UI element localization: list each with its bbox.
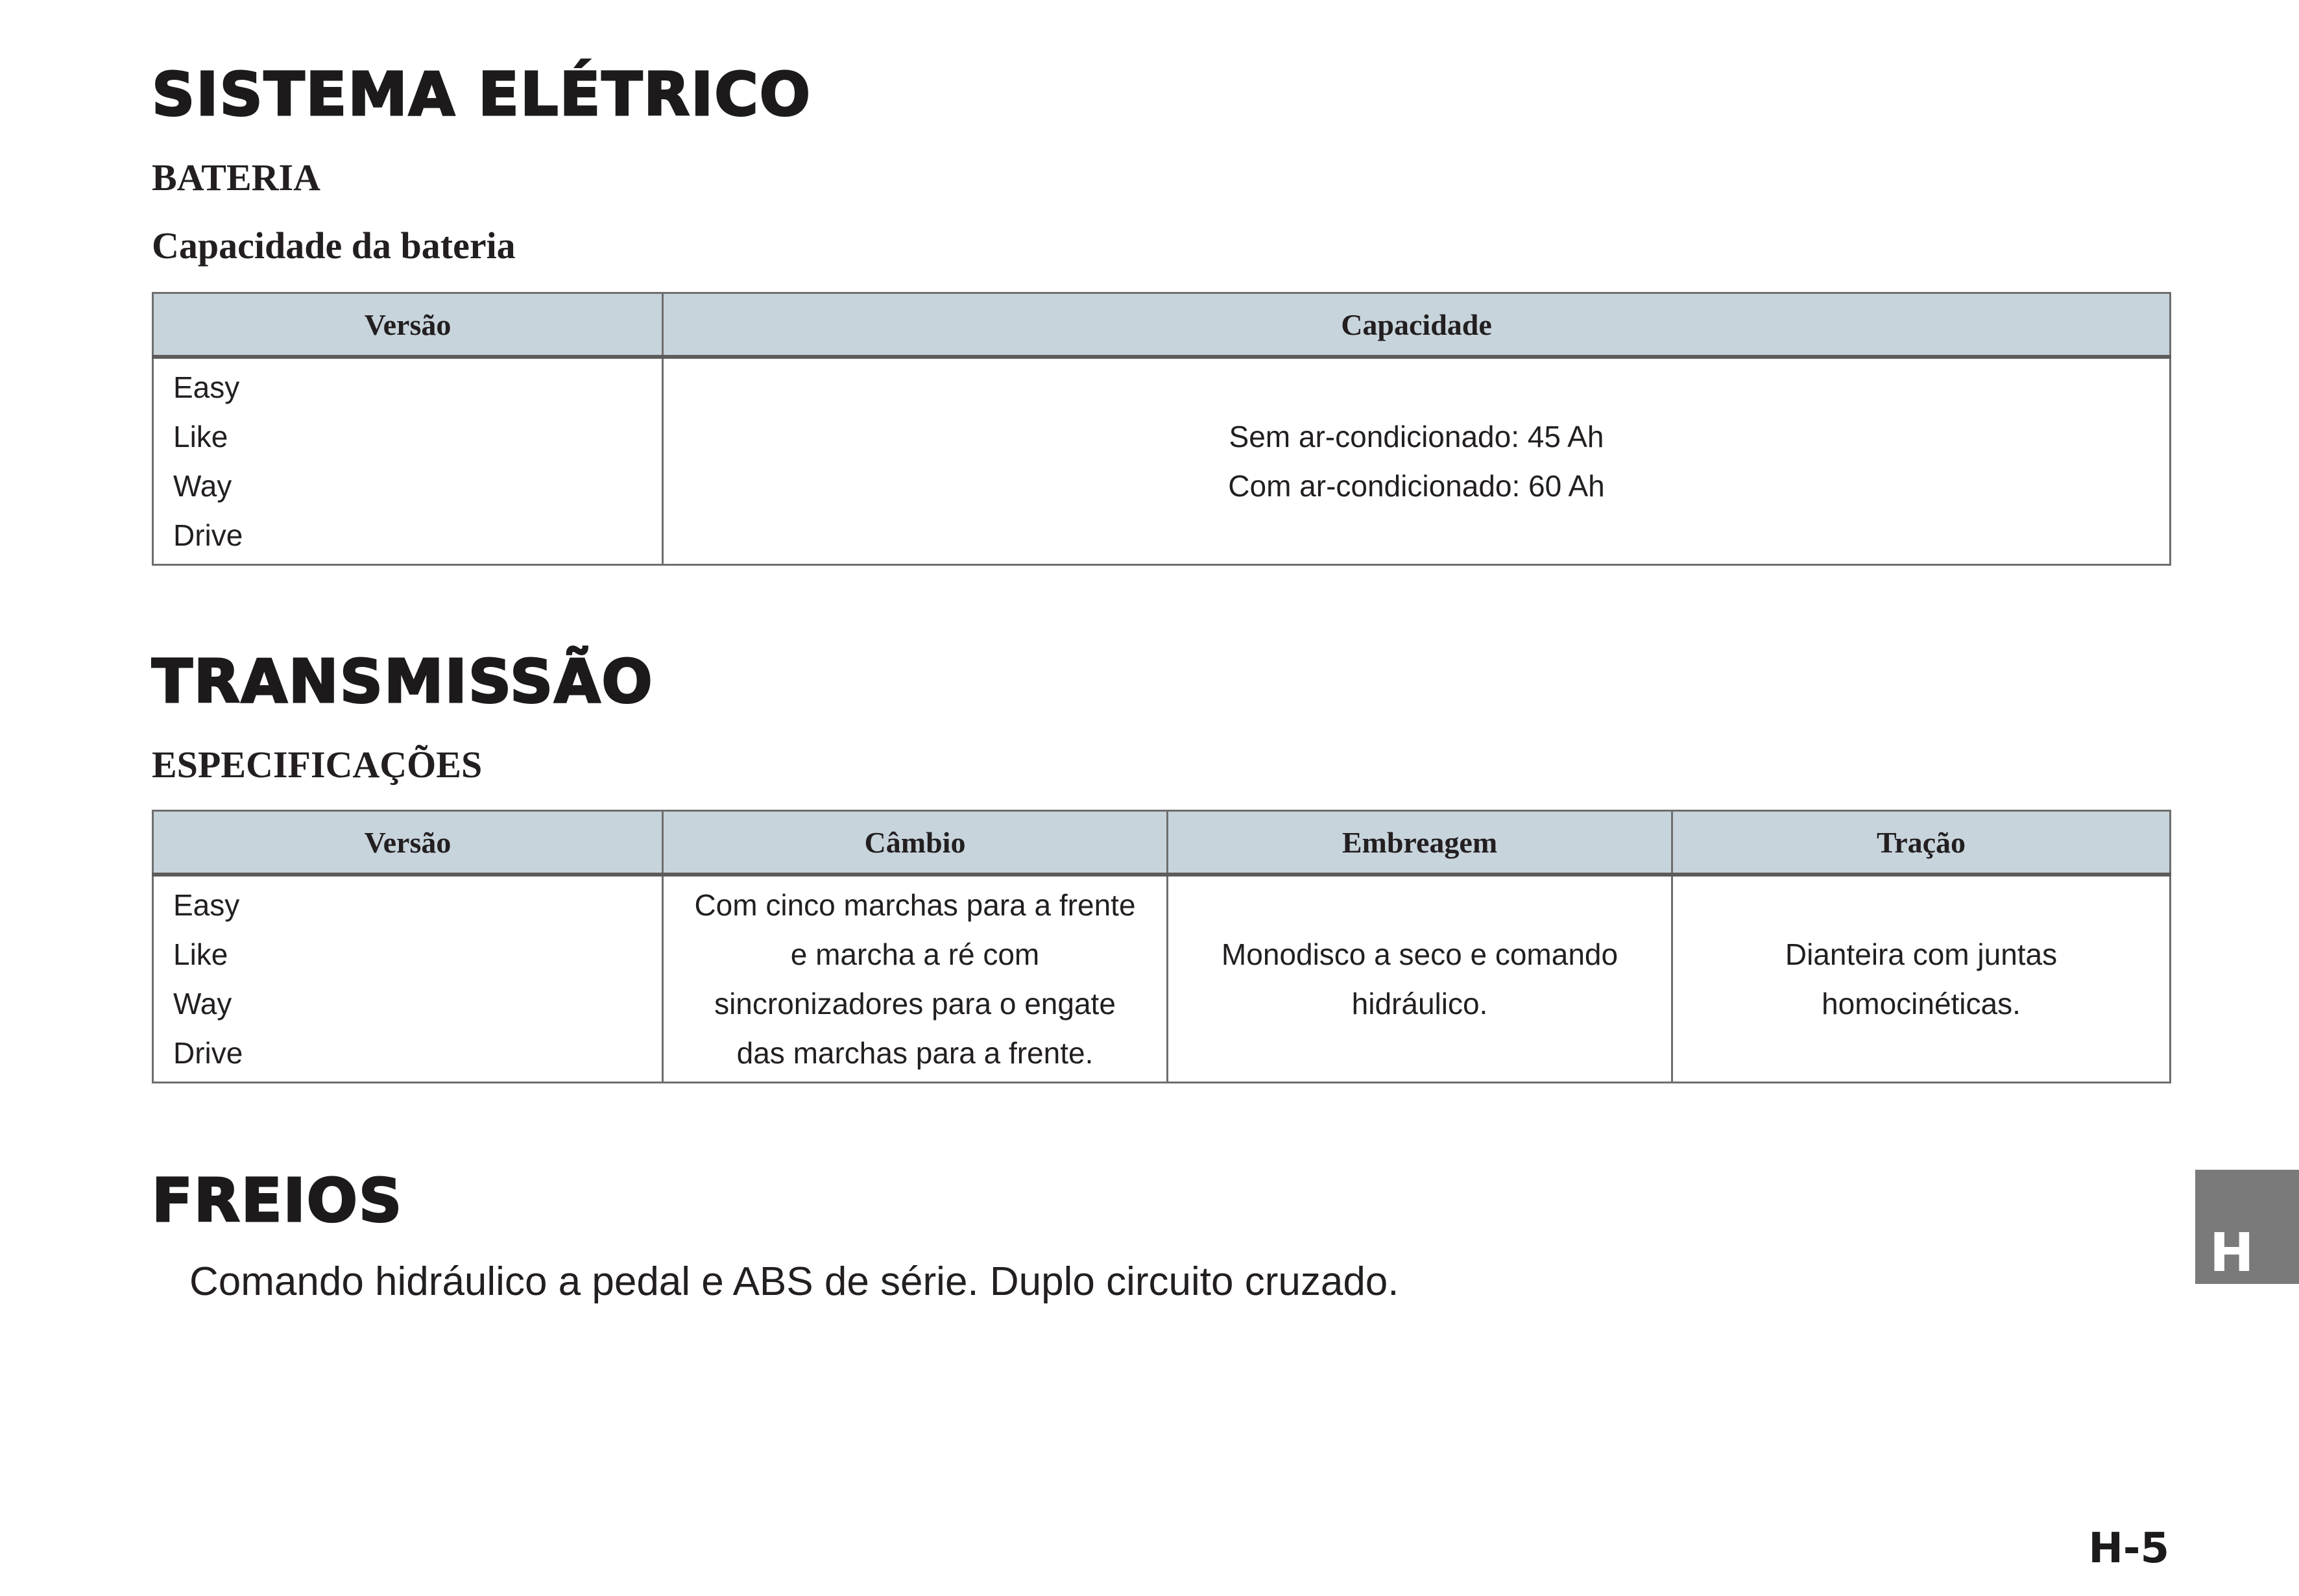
version-way: Way [173,987,232,1021]
gearbox-line: Com cinco marchas para a frente [694,888,1136,922]
gearbox-line: sincronizadores para o engate [714,987,1116,1021]
version-easy: Easy [173,888,240,922]
brakes-description: Comando hidráulico a pedal e ABS de série. Duplo circuito cruzado. [189,1259,1399,1304]
clutch-line: hidráulico. [1351,987,1488,1021]
clutch-line: Monodisco a seco e comando [1221,937,1619,971]
chapter-tab [2195,1170,2299,1284]
section-title-brakes: FREIOS [152,1166,403,1235]
page-number: H-5 [2088,1525,2169,1573]
capacity-with-ac: Com ar-condicionado: 60 Ah [1228,469,1605,503]
traction-line: Dianteira com juntas [1785,937,2058,971]
column-header-capacity: Capacidade [663,293,2171,357]
version-easy: Easy [173,370,240,404]
table-header-row [153,811,2171,875]
column-header-clutch: Embreagem [1168,811,1672,875]
traction-line: homocinéticas. [1822,987,2021,1021]
capacity-cell [663,357,2171,565]
column-header-version: Versão [153,293,663,357]
battery-capacity-table [152,292,2171,566]
column-header-gearbox: Câmbio [663,811,1168,875]
gearbox-line: das marchas para a frente. [736,1036,1094,1070]
version-drive: Drive [173,518,243,552]
gearbox-line: e marcha a ré com [790,937,1040,971]
chapter-tab-letter: H [2209,1222,2254,1284]
transmission-spec-table [152,810,2171,1083]
capacity-without-ac: Sem ar-condicionado: 45 Ah [1229,420,1604,453]
subtitle-battery: BATERIA [152,156,320,199]
table-row [153,357,2171,565]
version-like: Like [173,937,228,971]
section-title-electrical: SISTEMA ELÉTRICO [152,60,812,129]
version-drive: Drive [173,1036,243,1070]
version-way: Way [173,469,232,503]
gearbox-cell [663,875,1168,1083]
column-header-version: Versão [153,811,663,875]
battery-capacity-caption: Capacidade da bateria [152,224,516,267]
versions-cell [153,875,663,1083]
traction-cell [1672,875,2171,1083]
clutch-cell [1168,875,1672,1083]
versions-cell [153,357,663,565]
column-header-traction: Tração [1672,811,2171,875]
table-header-row [153,293,2171,357]
table-row [153,875,2171,1083]
subtitle-specifications: ESPECIFICAÇÕES [152,744,483,786]
section-title-transmission: TRANSMISSÃO [152,647,654,716]
version-like: Like [173,420,228,453]
